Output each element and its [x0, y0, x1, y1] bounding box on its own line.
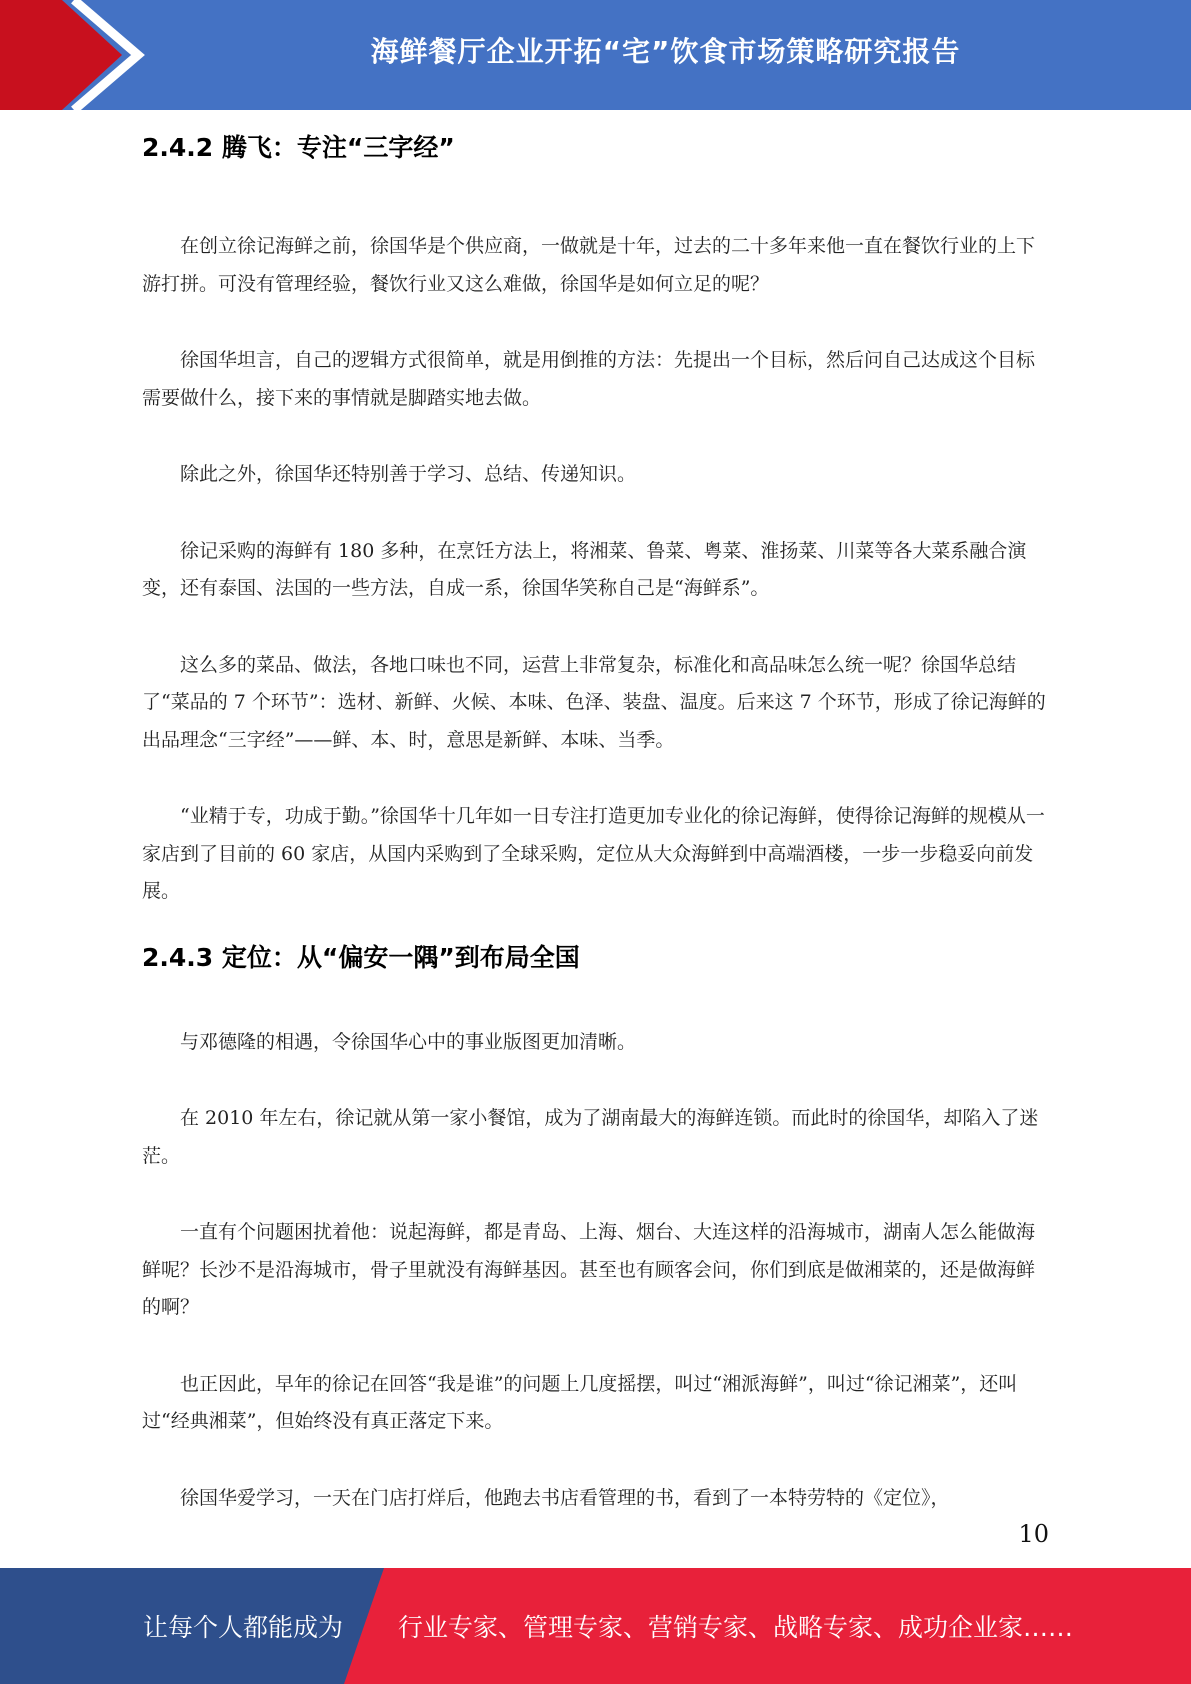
footer-slogan-left: 让每个人都能成为 — [143, 1613, 344, 1642]
paragraph: 也正因此，早年的徐记在回答“我是谁”的问题上几度摇摆，叫过“湘派海鲜”，叫过“徐记湘菜”，还叫过“经典湘菜”，但始终没有真正落定下来。 — [142, 1372, 1018, 1432]
paragraph: “业精于专，功成于勤。”徐国华十几年如一日专注打造更加专业化的徐记海鲜，使得徐记海鲜的规模从一家店到了目前的 60 家店，从国内采购到了全球采购，定位从大众海鲜到中高端酒楼，一步一步稳妥向前发展。 — [142, 805, 1045, 902]
paragraph: 在 2010 年左右，徐记就从第一家小餐馆，成为了湖南最大的海鲜连锁。而此时的徐国华，却陷入了迷茫。 — [142, 1107, 1039, 1167]
footer-slogan-right: 行业专家、管理专家、营销专家、战略专家、成功企业家…… — [398, 1613, 1074, 1642]
report-title: 海鲜餐厅企业开拓“宅”饮食市场策略研究报告 — [370, 35, 961, 68]
page-body — [142, 128, 1047, 1517]
section-heading-2-4-3: 2.4.3 定位：从“偏安一隅”到布局全国 — [142, 942, 580, 972]
paragraph: 除此之外，徐国华还特别善于学习、总结、传递知识。 — [180, 463, 637, 485]
paragraph: 与邓德隆的相遇，令徐国华心中的事业版图更加清晰。 — [180, 1030, 637, 1053]
paragraph: 徐国华爱学习，一天在门店打烊后，他跑去书店看管理的书，看到了一本特劳特的《定位》， — [180, 1486, 950, 1509]
section-heading-2-4-2: 2.4.2 腾飞：专注“三字经” — [142, 133, 455, 162]
paragraph: 徐国华坦言，自己的逻辑方式很简单，就是用倒推的方法：先提出一个目标，然后问自己达成这个目标需要做什么，接下来的事情就是脚踏实地去做。 — [142, 349, 1036, 409]
paragraph: 一直有个问题困扰着他：说起海鲜，都是青岛、上海、烟台、大连这样的沿海城市，湖南人怎么能做海鲜呢？长沙不是沿海城市，骨子里就没有海鲜基因。甚至也有顾客会问，你们到底是做湘菜的，还是做海鲜的啊？ — [142, 1221, 1036, 1318]
paragraph: 在创立徐记海鲜之前，徐国华是个供应商，一做就是十年，过去的二十多年来他一直在餐饮行业的上下游打拼。可没有管理经验，餐饮行业又这么难做，徐国华是如何立足的呢？ — [142, 235, 1036, 295]
page-footer — [0, 1568, 1191, 1684]
page-header — [0, 0, 1191, 110]
paragraph: 徐记采购的海鲜有 180 多种，在烹饪方法上，将湘菜、鲁菜、粤菜、淮扬菜、川菜等各大菜系融合演变，还有泰国、法国的一些方法，自成一系，徐国华笑称自己是“海鲜系”。 — [142, 539, 1027, 599]
paragraph: 这么多的菜品、做法，各地口味也不同，运营上非常复杂，标准化和高品味怎么统一呢？徐国华总结了“菜品的 7 个环节”：选材、新鲜、火候、本味、色泽、装盘、温度。后来这 7 个环节，形成了徐记海鲜的出品理念“三字经”——鲜、本、时，意思是新鲜、本味、当季。 — [142, 653, 1046, 751]
page-number: 10 — [1018, 1520, 1049, 1548]
